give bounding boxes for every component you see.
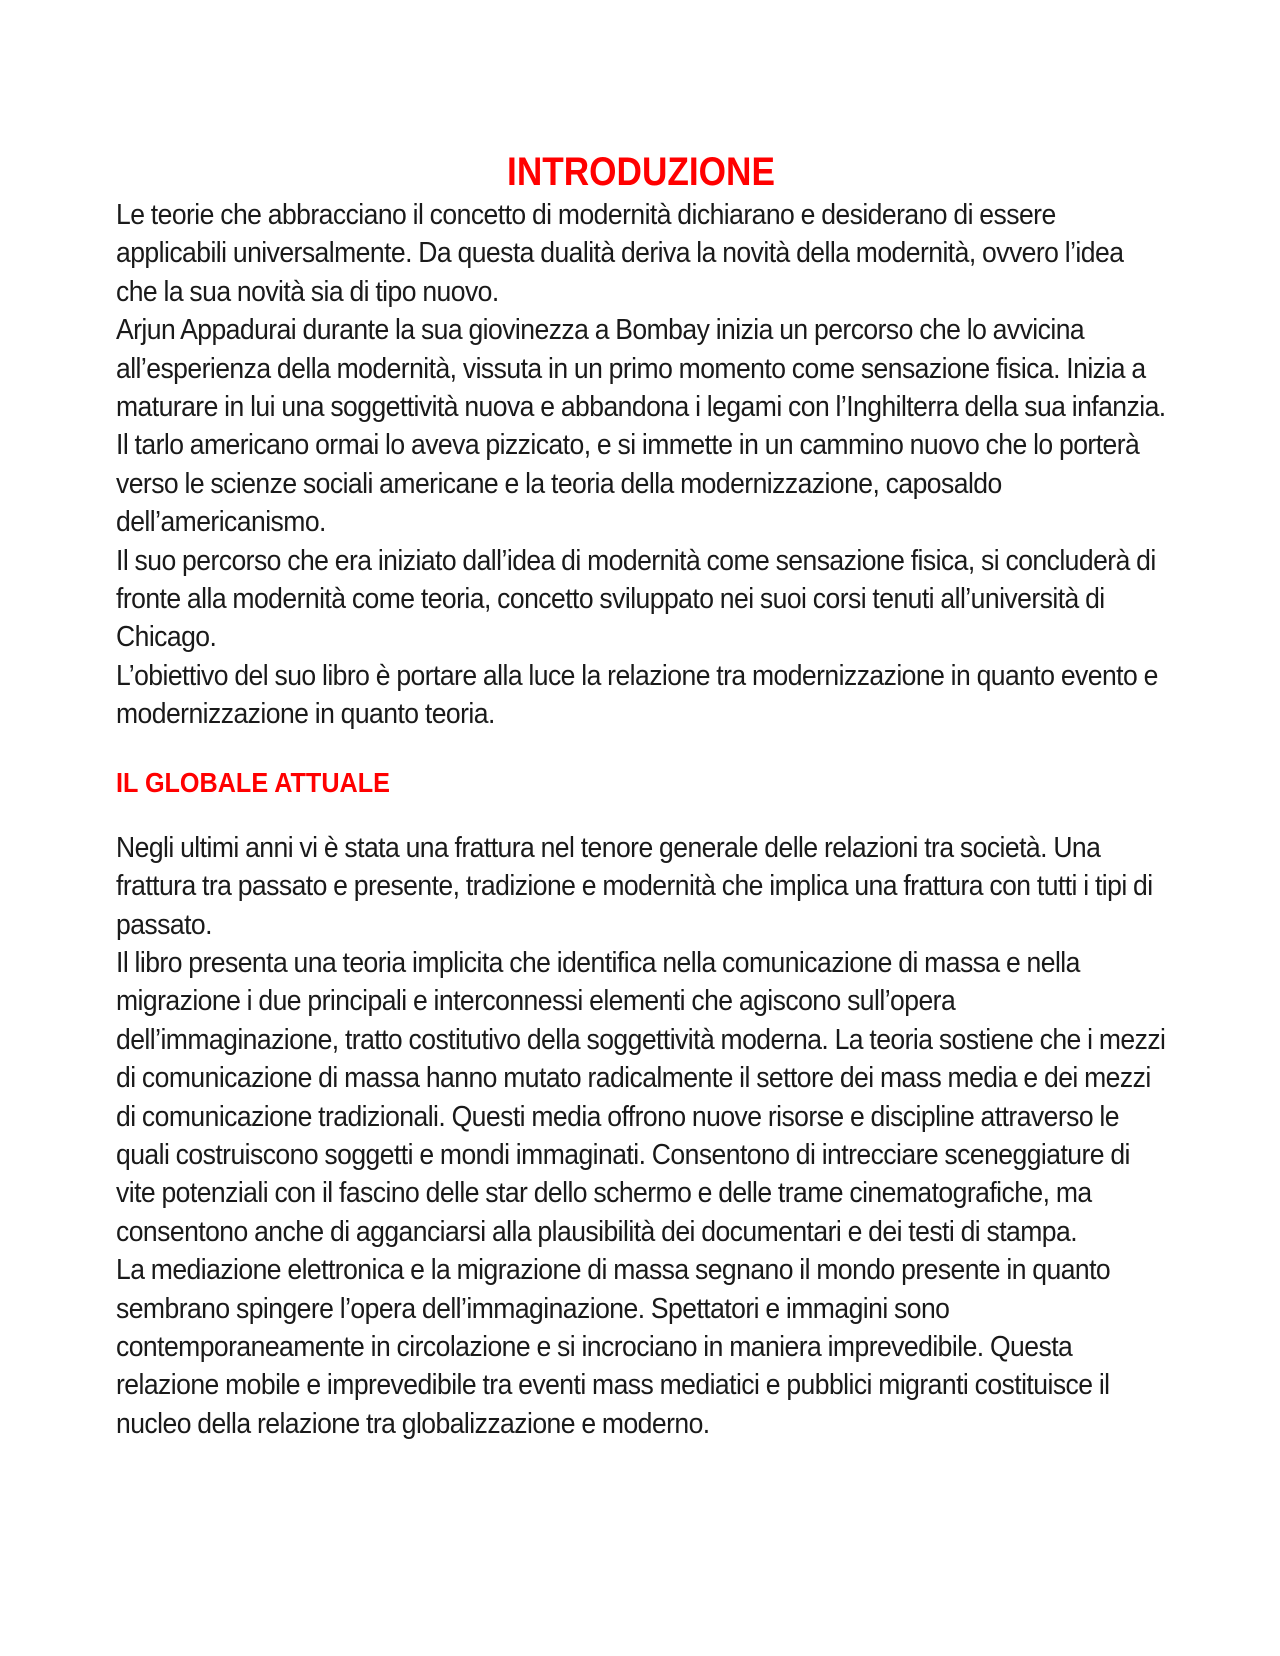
- intro-section: [116, 196, 1166, 734]
- document-content: [116, 148, 1166, 1443]
- section-paragraph-3: La mediazione elettronica e la migrazione di massa segnano il mondo presente in quanto sembrano spingere l’opera dell’immaginazione. Spettatori e immagini sono contemporaneamente in circolazione e si incrociano in maniera imprevedibile. Questa relazione mobile e imprevedibile tra eventi mass mediatici e pubblici migranti costituisce il nucleo della relazione tra globalizzazione e moderno.: [116, 1254, 1111, 1440]
- global-section: [116, 829, 1166, 1444]
- intro-paragraph-3: Il suo percorso che era iniziato dall’idea di modernità come sensazione fisica, si concluderà di fronte alla modernità come teoria, concetto sviluppato nei suoi corsi tenuti all’università di Chicago.: [116, 544, 1156, 654]
- section-heading-block: [116, 765, 1166, 801]
- intro-paragraph-1: Le teorie che abbracciano il concetto di modernità dichiarano e desiderano di essere applicabili universalmente. Da questa dualità deriva la novità della modernità, ovvero l’idea che la sua novità sia di tipo nuovo.: [116, 199, 1124, 308]
- section-paragraph-2: Il libro presenta una teoria implicita che identifica nella comunicazione di massa e nella migrazione i due principali e interconnessi elementi che agiscono sull’opera dell’immaginazione, tratto costitutivo della soggettività moderna. La teoria sostiene che i mezzi di comunicazione di massa hanno mutato radicalmente il settore dei mass media e dei mezzi di comunicazione tradizionali. Questi media offrono nuove risorse e discipline attraverso le quali costruiscono soggetti e mondi immaginati. Consentono di intrecciare sceneggiature di vite potenziali con il fascino delle star dello schermo e delle trame cinematografiche, ma consentono anche di agganciarsi alla plausibilità dei documentari e dei testi di stampa.: [116, 946, 1166, 1248]
- page-title: INTRODUZIONE: [507, 150, 775, 194]
- intro-paragraph-4: L’obiettivo del suo libro è portare alla luce la relazione tra modernizzazione in quanto evento e modernizzazione in quanto teoria.: [116, 659, 1158, 731]
- section-paragraph-1: Negli ultimi anni vi è stata una frattura nel tenore generale delle relazioni tra società. Una frattura tra passato e presente, tradizione e modernità che implica una frattura con tutti i tipi di passato.: [116, 831, 1153, 941]
- section-title: IL GLOBALE ATTUALE: [116, 766, 390, 798]
- intro-paragraph-2: Arjun Appadurai durante la sua giovinezza a Bombay inizia un percorso che lo avvicina all’esperienza della modernità, vissuta in un primo momento come sensazione fisica. Inizia a maturare in lui una soggettività nuova e abbandona i legami con l’Inghilterra della sua infanzia. Il tarlo americano ormai lo aveva pizzicato, e si immette in un cammino nuovo che lo porterà verso le scienze sociali americane e la teoria della modernizzazione, caposaldo dell’americanismo.: [116, 314, 1166, 539]
